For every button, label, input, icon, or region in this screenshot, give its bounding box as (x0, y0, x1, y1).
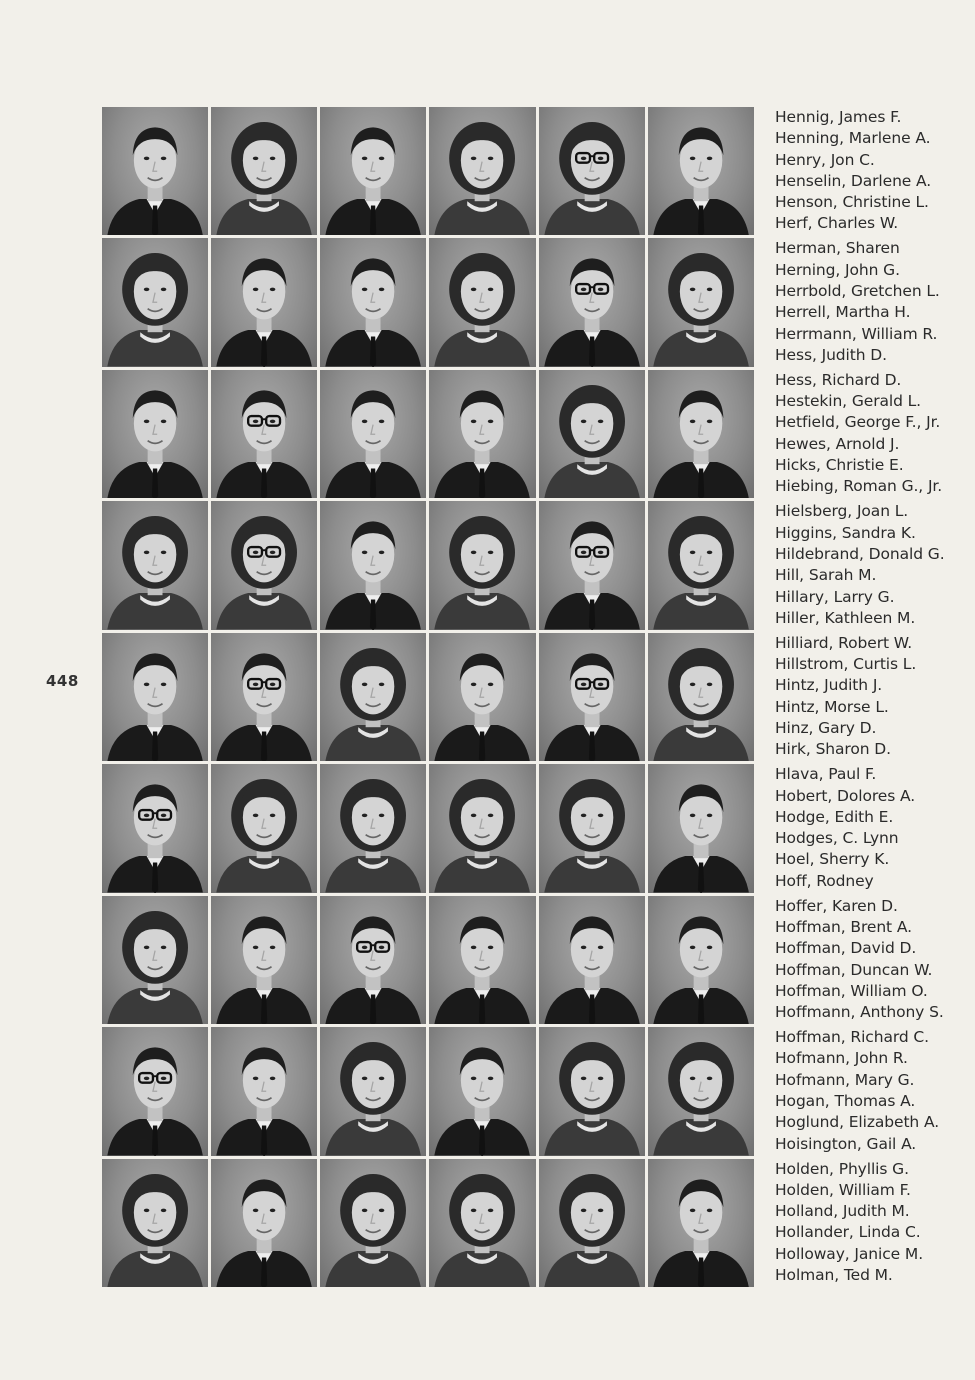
student-name: Hodges, C. Lynn (775, 829, 899, 848)
student-name: Hodge, Edith E. (775, 807, 894, 826)
student-name: Herf, Charles W. (775, 214, 899, 233)
portrait-illustration (648, 107, 754, 235)
portrait-photo (320, 1159, 426, 1287)
portrait-illustration (211, 896, 317, 1024)
student-name: Hill, Sarah M. (775, 566, 877, 585)
portrait-illustration (211, 1027, 317, 1155)
portrait-illustration (648, 1027, 754, 1155)
student-name: Hillary, Larry G. (775, 587, 895, 606)
portrait-illustration (429, 896, 535, 1024)
portrait-photo (211, 501, 317, 629)
portrait-illustration (320, 501, 426, 629)
portrait-illustration (539, 238, 645, 366)
portrait-photo (102, 896, 208, 1024)
portrait-photo (102, 107, 208, 235)
portrait-photo (320, 1027, 426, 1155)
portrait-photo (429, 764, 535, 892)
portrait-illustration (211, 1159, 317, 1287)
portrait-photo (320, 501, 426, 629)
student-name: Hoffer, Karen D. (775, 896, 898, 915)
portrait-photo (429, 370, 535, 498)
portrait-illustration (320, 896, 426, 1024)
name-group (775, 764, 971, 892)
portrait-illustration (211, 238, 317, 366)
portrait-photo (648, 1027, 754, 1155)
portrait-illustration (648, 1159, 754, 1287)
student-name: Holden, Phyllis G. (775, 1159, 909, 1178)
student-name: Hogan, Thomas A. (775, 1092, 916, 1110)
portrait-photo (429, 501, 535, 629)
portrait-photo (539, 238, 645, 366)
portrait-photo (539, 107, 645, 235)
portrait-photo (539, 1159, 645, 1287)
student-name: Holland, Judith M. (775, 1202, 910, 1221)
portrait-illustration (211, 764, 317, 892)
student-name: Henselin, Darlene A. (775, 171, 932, 190)
portrait-illustration (102, 764, 208, 892)
student-name: Herrbold, Gretchen L. (775, 282, 940, 301)
portrait-photo (320, 107, 426, 235)
portrait-illustration (539, 633, 645, 761)
portrait-illustration (320, 370, 426, 498)
portrait-photo (429, 633, 535, 761)
portrait-illustration (539, 501, 645, 629)
portrait-photo (211, 1159, 317, 1287)
student-name: Holloway, Janice M. (775, 1244, 924, 1263)
student-name: Hofmann, John R. (775, 1049, 908, 1068)
portrait-photo (539, 764, 645, 892)
student-name: Herrell, Martha H. (775, 303, 911, 322)
student-name: Hetfield, George F., Jr. (775, 413, 941, 432)
portrait-photo (648, 896, 754, 1024)
portrait-illustration (102, 501, 208, 629)
portrait-illustration (429, 764, 535, 892)
student-name: Holden, William F. (775, 1180, 911, 1199)
name-group (775, 107, 971, 235)
student-name: Higgins, Sandra K. (775, 523, 916, 542)
portrait-photo (102, 370, 208, 498)
student-name: Herning, John G. (775, 260, 900, 279)
student-name: Hildebrand, Donald G. (775, 544, 945, 563)
portrait-photo (429, 107, 535, 235)
student-name: Hinz, Gary D. (775, 718, 877, 737)
portrait-photo (102, 1159, 208, 1287)
portrait-illustration (648, 238, 754, 366)
portrait-illustration (648, 501, 754, 629)
portrait-illustration (539, 896, 645, 1024)
portrait-illustration (539, 370, 645, 498)
student-name: Holman, Ted M. (775, 1266, 893, 1285)
portrait-illustration (102, 1027, 208, 1155)
portrait-illustration (320, 238, 426, 366)
student-name: Hilliard, Robert W. (775, 633, 913, 652)
portrait-photo (648, 238, 754, 366)
portrait-photo (211, 370, 317, 498)
student-name: Hofmann, Mary G. (775, 1070, 915, 1089)
name-group (775, 896, 971, 1024)
portrait-photo (648, 764, 754, 892)
portrait-grid (102, 107, 754, 1287)
portrait-photo (429, 1159, 535, 1287)
portrait-illustration (102, 896, 208, 1024)
portrait-photo (539, 1027, 645, 1155)
student-name: Hoel, Sherry K. (775, 850, 890, 869)
portrait-illustration (320, 1027, 426, 1155)
student-name: Hess, Richard D. (775, 370, 902, 389)
page-number: 448 (46, 672, 79, 690)
portrait-photo (211, 764, 317, 892)
name-group (775, 1027, 971, 1155)
portrait-illustration (429, 501, 535, 629)
portrait-photo (648, 370, 754, 498)
portrait-illustration (102, 633, 208, 761)
student-name: Hoffman, Duncan W. (775, 960, 933, 979)
portrait-photo (648, 107, 754, 235)
portrait-photo (539, 633, 645, 761)
name-group (775, 633, 971, 761)
name-group (775, 370, 971, 498)
student-name: Hicks, Christie E. (775, 456, 904, 475)
portrait-photo (539, 896, 645, 1024)
student-name: Hoff, Rodney (775, 871, 874, 890)
student-name: Hestekin, Gerald L. (775, 392, 921, 411)
portrait-illustration (429, 238, 535, 366)
portrait-photo (320, 238, 426, 366)
student-name: Hoffman, William O. (775, 981, 928, 1000)
portrait-photo (320, 633, 426, 761)
portrait-illustration (320, 1159, 426, 1287)
student-name: Herman, Sharen (775, 239, 900, 258)
name-list (775, 107, 971, 1287)
portrait-illustration (429, 1159, 535, 1287)
student-name: Hintz, Morse L. (775, 697, 889, 716)
student-name: Hoffman, Richard C. (775, 1028, 929, 1047)
portrait-photo (102, 764, 208, 892)
student-name: Henning, Marlene A. (775, 129, 931, 148)
portrait-illustration (429, 107, 535, 235)
student-name: Hoisington, Gail A. (775, 1134, 917, 1153)
name-group (775, 1159, 971, 1287)
portrait-illustration (648, 764, 754, 892)
portrait-photo (320, 896, 426, 1024)
student-name: Hoglund, Elizabeth A. (775, 1113, 940, 1132)
student-name: Hoffmann, Anthony S. (775, 1003, 944, 1022)
portrait-photo (429, 896, 535, 1024)
student-name: Henry, Jon C. (775, 150, 875, 169)
portrait-illustration (211, 107, 317, 235)
portrait-photo (102, 501, 208, 629)
student-name: Hiebing, Roman G., Jr. (775, 477, 943, 496)
name-group (775, 501, 971, 629)
portrait-illustration (429, 1027, 535, 1155)
student-name: Hoffman, Brent A. (775, 917, 912, 936)
portrait-illustration (102, 1159, 208, 1287)
portrait-photo (211, 238, 317, 366)
portrait-photo (539, 370, 645, 498)
portrait-illustration (539, 1027, 645, 1155)
portrait-illustration (648, 370, 754, 498)
student-name: Hobert, Dolores A. (775, 786, 916, 805)
portrait-illustration (539, 764, 645, 892)
portrait-photo (211, 107, 317, 235)
portrait-photo (429, 238, 535, 366)
name-group (775, 238, 971, 366)
portrait-illustration (211, 501, 317, 629)
student-name: Hiller, Kathleen M. (775, 608, 916, 627)
portrait-illustration (429, 370, 535, 498)
portrait-illustration (102, 370, 208, 498)
portrait-photo (211, 633, 317, 761)
student-name: Hoffman, David D. (775, 939, 917, 958)
student-name: Hennig, James F. (775, 108, 902, 126)
portrait-photo (429, 1027, 535, 1155)
portrait-illustration (539, 1159, 645, 1287)
portrait-photo (211, 896, 317, 1024)
student-name: Hillstrom, Curtis L. (775, 655, 917, 674)
student-name: Hlava, Paul F. (775, 765, 877, 784)
portrait-photo (102, 1027, 208, 1155)
portrait-illustration (102, 238, 208, 366)
portrait-photo (211, 1027, 317, 1155)
student-name: Hielsberg, Joan L. (775, 502, 909, 521)
portrait-photo (102, 238, 208, 366)
portrait-illustration (648, 896, 754, 1024)
portrait-photo (539, 501, 645, 629)
student-name: Hirk, Sharon D. (775, 740, 891, 759)
portrait-illustration (320, 764, 426, 892)
student-name: Hintz, Judith J. (775, 676, 883, 695)
student-name: Herrmann, William R. (775, 324, 938, 343)
student-name: Hollander, Linda C. (775, 1223, 921, 1242)
portrait-photo (102, 633, 208, 761)
portrait-illustration (429, 633, 535, 761)
portrait-photo (648, 501, 754, 629)
portrait-illustration (539, 107, 645, 235)
portrait-illustration (648, 633, 754, 761)
portrait-photo (320, 370, 426, 498)
portrait-photo (320, 764, 426, 892)
portrait-illustration (211, 370, 317, 498)
portrait-photo (648, 1159, 754, 1287)
portrait-photo (648, 633, 754, 761)
student-name: Hess, Judith D. (775, 345, 887, 364)
portrait-illustration (102, 107, 208, 235)
student-name: Henson, Christine L. (775, 193, 929, 212)
portrait-illustration (320, 107, 426, 235)
portrait-illustration (320, 633, 426, 761)
portrait-illustration (211, 633, 317, 761)
student-name: Hewes, Arnold J. (775, 434, 900, 453)
